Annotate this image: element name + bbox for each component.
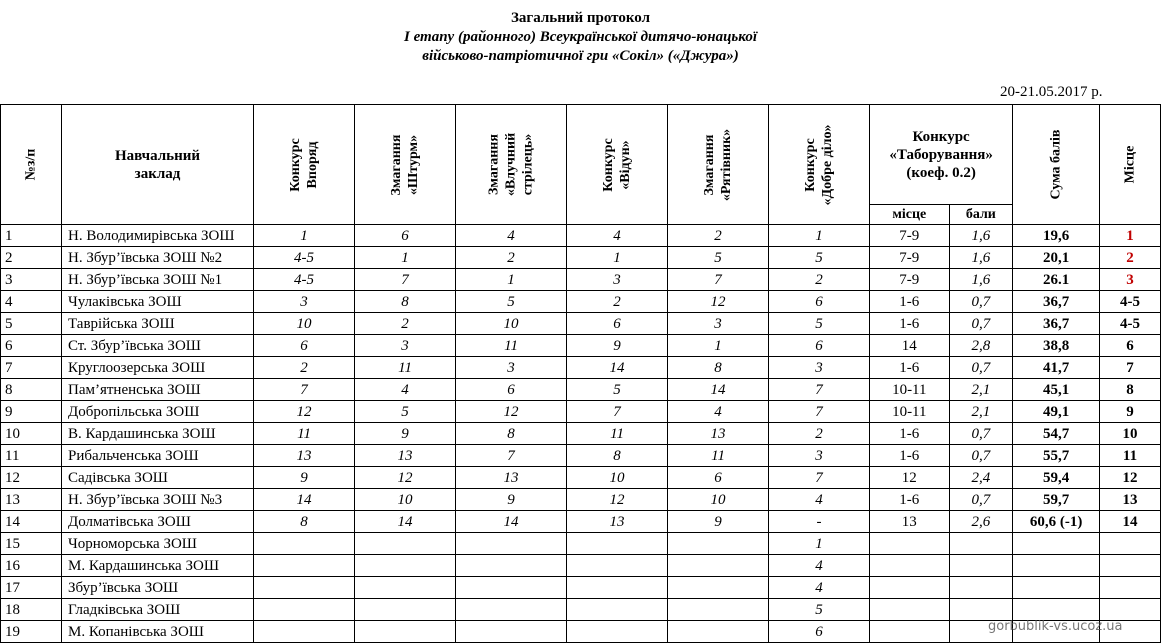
- results-table: [0, 104, 1161, 643]
- score-c2: 13: [355, 445, 456, 467]
- score-c2: 7: [355, 269, 456, 291]
- row-number: 14: [1, 511, 62, 533]
- camp-points: 2,6: [949, 511, 1013, 533]
- row-number: 12: [1, 467, 62, 489]
- school-name: Таврійська ЗОШ: [62, 313, 254, 335]
- score-c1: 12: [254, 401, 355, 423]
- final-place: 13: [1099, 489, 1160, 511]
- camp-points: [949, 555, 1013, 577]
- score-c3: [456, 577, 567, 599]
- score-c3: 1: [456, 269, 567, 291]
- score-c2: [355, 599, 456, 621]
- camp-points: 0,7: [949, 291, 1013, 313]
- score-c5: [668, 555, 769, 577]
- score-c6: 1: [769, 533, 870, 555]
- score-c1: 6: [254, 335, 355, 357]
- score-c5: 5: [668, 247, 769, 269]
- score-c1: 3: [254, 291, 355, 313]
- header-c5: Змагання «Рятівник»: [668, 105, 769, 225]
- row-number: 13: [1, 489, 62, 511]
- camp-place: [870, 621, 949, 643]
- score-c6: 1: [769, 225, 870, 247]
- row-number: 7: [1, 357, 62, 379]
- score-c5: 9: [668, 511, 769, 533]
- total-sum: 55,7: [1013, 445, 1100, 467]
- school-name: Чорноморська ЗОШ: [62, 533, 254, 555]
- score-c6: 4: [769, 555, 870, 577]
- score-c3: [456, 599, 567, 621]
- score-c6: 2: [769, 423, 870, 445]
- school-name: Гладківська ЗОШ: [62, 599, 254, 621]
- school-name: Ст. Збур’ївська ЗОШ: [62, 335, 254, 357]
- row-number: 15: [1, 533, 62, 555]
- score-c5: 3: [668, 313, 769, 335]
- table-body: [1, 225, 1161, 643]
- final-place: 14: [1099, 511, 1160, 533]
- score-c4: 8: [567, 445, 668, 467]
- score-c2: [355, 533, 456, 555]
- table-row: [1, 577, 1161, 599]
- score-c4: 7: [567, 401, 668, 423]
- score-c3: 12: [456, 401, 567, 423]
- row-number: 19: [1, 621, 62, 643]
- camp-place: 7-9: [870, 269, 949, 291]
- final-place: [1099, 533, 1160, 555]
- score-c1: 14: [254, 489, 355, 511]
- school-name: Рибальченська ЗОШ: [62, 445, 254, 467]
- total-sum: 26.1: [1013, 269, 1100, 291]
- score-c5: 10: [668, 489, 769, 511]
- final-place: 6: [1099, 335, 1160, 357]
- score-c1: 13: [254, 445, 355, 467]
- score-c5: [668, 577, 769, 599]
- total-sum: 45,1: [1013, 379, 1100, 401]
- score-c4: [567, 555, 668, 577]
- score-c1: 9: [254, 467, 355, 489]
- score-c4: 10: [567, 467, 668, 489]
- camp-points: 2,4: [949, 467, 1013, 489]
- total-sum: [1013, 555, 1100, 577]
- score-c6: 4: [769, 577, 870, 599]
- total-sum: 36,7: [1013, 313, 1100, 335]
- total-sum: 36,7: [1013, 291, 1100, 313]
- camp-points: 0,7: [949, 445, 1013, 467]
- row-number: 8: [1, 379, 62, 401]
- score-c2: 10: [355, 489, 456, 511]
- camp-place: 12: [870, 467, 949, 489]
- score-c3: 2: [456, 247, 567, 269]
- score-c2: 2: [355, 313, 456, 335]
- total-sum: 41,7: [1013, 357, 1100, 379]
- score-c5: 14: [668, 379, 769, 401]
- camp-points: 1,6: [949, 247, 1013, 269]
- table-row: [1, 313, 1161, 335]
- score-c4: 14: [567, 357, 668, 379]
- score-c1: [254, 577, 355, 599]
- camp-points: 2,1: [949, 379, 1013, 401]
- final-place: 9: [1099, 401, 1160, 423]
- school-name: Збур’ївська ЗОШ: [62, 577, 254, 599]
- row-number: 16: [1, 555, 62, 577]
- row-number: 9: [1, 401, 62, 423]
- score-c2: 9: [355, 423, 456, 445]
- score-c5: 13: [668, 423, 769, 445]
- camp-place: 14: [870, 335, 949, 357]
- score-c2: [355, 577, 456, 599]
- header-c6: Конкурс «Добре діло»: [769, 105, 870, 225]
- table-row: [1, 533, 1161, 555]
- table-row: [1, 467, 1161, 489]
- camp-place: 10-11: [870, 379, 949, 401]
- score-c2: 5: [355, 401, 456, 423]
- camp-place: 1-6: [870, 423, 949, 445]
- camp-points: 1,6: [949, 269, 1013, 291]
- score-c1: 4-5: [254, 269, 355, 291]
- school-name: Н. Збур’ївська ЗОШ №1: [62, 269, 254, 291]
- score-c4: [567, 599, 668, 621]
- total-sum: [1013, 533, 1100, 555]
- protocol-date: 20-21.05.2017 р.: [1000, 84, 1103, 100]
- school-name: Добропільська ЗОШ: [62, 401, 254, 423]
- score-c6: 4: [769, 489, 870, 511]
- camp-points: [949, 533, 1013, 555]
- score-c1: 8: [254, 511, 355, 533]
- score-c4: 9: [567, 335, 668, 357]
- score-c6: 6: [769, 335, 870, 357]
- score-c2: 3: [355, 335, 456, 357]
- score-c3: 3: [456, 357, 567, 379]
- camp-place: 7-9: [870, 247, 949, 269]
- protocol-title: Загальний протокол: [510, 10, 650, 26]
- camp-points: [949, 599, 1013, 621]
- table-row: [1, 357, 1161, 379]
- score-c4: 2: [567, 291, 668, 313]
- score-c3: [456, 533, 567, 555]
- table-row: [1, 269, 1161, 291]
- camp-place: [870, 533, 949, 555]
- score-c3: 4: [456, 225, 567, 247]
- school-name: Н. Збур’ївська ЗОШ №3: [62, 489, 254, 511]
- score-c6: 7: [769, 401, 870, 423]
- camp-place: [870, 555, 949, 577]
- score-c4: 5: [567, 379, 668, 401]
- total-sum: 38,8: [1013, 335, 1100, 357]
- score-c5: 1: [668, 335, 769, 357]
- score-c4: 13: [567, 511, 668, 533]
- row-number: 5: [1, 313, 62, 335]
- final-place: 1: [1099, 225, 1160, 247]
- protocol-subtitle-1: І етапу (районного) Всеукраїнської дитячо-юнацької: [404, 29, 757, 45]
- header-c1: Конкурс Впоряд: [254, 105, 355, 225]
- score-c3: 8: [456, 423, 567, 445]
- score-c1: [254, 599, 355, 621]
- header-c4: Конкурс «Відун»: [567, 105, 668, 225]
- score-c1: [254, 555, 355, 577]
- table-row: [1, 555, 1161, 577]
- row-number: 3: [1, 269, 62, 291]
- camp-place: [870, 577, 949, 599]
- score-c6: 5: [769, 313, 870, 335]
- score-c6: 3: [769, 445, 870, 467]
- score-c3: [456, 555, 567, 577]
- score-c5: 4: [668, 401, 769, 423]
- table-row: [1, 423, 1161, 445]
- score-c1: 1: [254, 225, 355, 247]
- final-place: 3: [1099, 269, 1160, 291]
- score-c4: [567, 533, 668, 555]
- score-c2: 6: [355, 225, 456, 247]
- table-row: [1, 489, 1161, 511]
- score-c2: 14: [355, 511, 456, 533]
- camp-place: 7-9: [870, 225, 949, 247]
- table-row: [1, 445, 1161, 467]
- score-c4: 12: [567, 489, 668, 511]
- row-number: 1: [1, 225, 62, 247]
- row-number: 17: [1, 577, 62, 599]
- school-name: Садівська ЗОШ: [62, 467, 254, 489]
- score-c6: 6: [769, 291, 870, 313]
- score-c5: 7: [668, 269, 769, 291]
- score-c6: 6: [769, 621, 870, 643]
- score-c5: [668, 533, 769, 555]
- header-sum: Сума балів: [1013, 105, 1100, 225]
- row-number: 10: [1, 423, 62, 445]
- camp-place: 1-6: [870, 445, 949, 467]
- score-c6: 5: [769, 247, 870, 269]
- row-number: 2: [1, 247, 62, 269]
- score-c5: 6: [668, 467, 769, 489]
- score-c1: [254, 621, 355, 643]
- score-c2: [355, 621, 456, 643]
- score-c4: 1: [567, 247, 668, 269]
- total-sum: 59,7: [1013, 489, 1100, 511]
- school-name: Чулаківська ЗОШ: [62, 291, 254, 313]
- score-c1: 10: [254, 313, 355, 335]
- header-c3: Змагання «Влучний стрілець»: [456, 105, 567, 225]
- score-c3: 5: [456, 291, 567, 313]
- header-c2: Змагання «Штурм»: [355, 105, 456, 225]
- camp-place: 1-6: [870, 291, 949, 313]
- camp-place: 1-6: [870, 489, 949, 511]
- score-c1: 4-5: [254, 247, 355, 269]
- row-number: 4: [1, 291, 62, 313]
- score-c6: 2: [769, 269, 870, 291]
- final-place: 7: [1099, 357, 1160, 379]
- camp-place: 1-6: [870, 313, 949, 335]
- total-sum: 19,6: [1013, 225, 1100, 247]
- total-sum: [1013, 599, 1100, 621]
- table-row: [1, 225, 1161, 247]
- table-row: [1, 599, 1161, 621]
- score-c4: 6: [567, 313, 668, 335]
- score-c6: 5: [769, 599, 870, 621]
- header-camp-place: місце: [870, 205, 949, 225]
- score-c2: [355, 555, 456, 577]
- score-c1: 7: [254, 379, 355, 401]
- table-row: [1, 247, 1161, 269]
- row-number: 11: [1, 445, 62, 467]
- table-header-row: [1, 105, 1161, 205]
- score-c3: [456, 621, 567, 643]
- score-c6: 7: [769, 467, 870, 489]
- total-sum: 49,1: [1013, 401, 1100, 423]
- camp-points: 1,6: [949, 225, 1013, 247]
- table-row: [1, 291, 1161, 313]
- score-c6: 7: [769, 379, 870, 401]
- score-c5: 11: [668, 445, 769, 467]
- final-place: 11: [1099, 445, 1160, 467]
- camp-points: 0,7: [949, 489, 1013, 511]
- school-name: Пам’ятненська ЗОШ: [62, 379, 254, 401]
- camp-points: 2,1: [949, 401, 1013, 423]
- score-c6: 3: [769, 357, 870, 379]
- final-place: 4-5: [1099, 291, 1160, 313]
- score-c3: 14: [456, 511, 567, 533]
- score-c4: 3: [567, 269, 668, 291]
- total-sum: 60,6 (-1): [1013, 511, 1100, 533]
- table-row: [1, 335, 1161, 357]
- school-name: Круглоозерська ЗОШ: [62, 357, 254, 379]
- final-place: 2: [1099, 247, 1160, 269]
- score-c4: [567, 621, 668, 643]
- camp-points: 0,7: [949, 357, 1013, 379]
- score-c5: 8: [668, 357, 769, 379]
- score-c6: -: [769, 511, 870, 533]
- protocol-subtitle-2: військово-патріотичної гри «Сокіл» («Джура»): [422, 48, 739, 64]
- camp-place: 1-6: [870, 357, 949, 379]
- final-place: 4-5: [1099, 313, 1160, 335]
- score-c5: [668, 621, 769, 643]
- total-sum: 20,1: [1013, 247, 1100, 269]
- score-c3: 6: [456, 379, 567, 401]
- header-camp-points: бали: [949, 205, 1013, 225]
- total-sum: 54,7: [1013, 423, 1100, 445]
- score-c2: 8: [355, 291, 456, 313]
- school-name: В. Кардашинська ЗОШ: [62, 423, 254, 445]
- row-number: 6: [1, 335, 62, 357]
- final-place: [1099, 555, 1160, 577]
- school-name: М. Кардашинська ЗОШ: [62, 555, 254, 577]
- school-name: М. Копанівська ЗОШ: [62, 621, 254, 643]
- camp-points: 2,8: [949, 335, 1013, 357]
- table-row: [1, 511, 1161, 533]
- camp-place: 13: [870, 511, 949, 533]
- camp-points: [949, 577, 1013, 599]
- header-camp: Конкурс «Таборування» (коеф. 0.2): [870, 105, 1013, 205]
- school-name: Н. Збур’ївська ЗОШ №2: [62, 247, 254, 269]
- table-row: [1, 401, 1161, 423]
- score-c5: 2: [668, 225, 769, 247]
- header-num: №з/п: [1, 105, 62, 225]
- camp-place: [870, 599, 949, 621]
- final-place: 10: [1099, 423, 1160, 445]
- score-c3: 13: [456, 467, 567, 489]
- watermark: gorbublik-vs.ucoz.ua: [988, 619, 1123, 634]
- score-c3: 9: [456, 489, 567, 511]
- final-place: [1099, 577, 1160, 599]
- final-place: [1099, 599, 1160, 621]
- score-c2: 11: [355, 357, 456, 379]
- score-c1: 11: [254, 423, 355, 445]
- score-c4: [567, 577, 668, 599]
- score-c3: 10: [456, 313, 567, 335]
- camp-points: 0,7: [949, 313, 1013, 335]
- header-school: Навчальний заклад: [62, 105, 254, 225]
- final-place: 8: [1099, 379, 1160, 401]
- school-name: Долматівська ЗОШ: [62, 511, 254, 533]
- score-c3: 11: [456, 335, 567, 357]
- score-c3: 7: [456, 445, 567, 467]
- score-c4: 4: [567, 225, 668, 247]
- score-c2: 4: [355, 379, 456, 401]
- table-row: [1, 621, 1161, 643]
- score-c2: 12: [355, 467, 456, 489]
- score-c5: [668, 599, 769, 621]
- score-c1: 2: [254, 357, 355, 379]
- header-place: Місце: [1099, 105, 1160, 225]
- score-c5: 12: [668, 291, 769, 313]
- total-sum: 59,4: [1013, 467, 1100, 489]
- table-row: [1, 379, 1161, 401]
- total-sum: [1013, 577, 1100, 599]
- camp-place: 10-11: [870, 401, 949, 423]
- final-place: 12: [1099, 467, 1160, 489]
- row-number: 18: [1, 599, 62, 621]
- score-c2: 1: [355, 247, 456, 269]
- score-c4: 11: [567, 423, 668, 445]
- score-c1: [254, 533, 355, 555]
- school-name: Н. Володимирівська ЗОШ: [62, 225, 254, 247]
- camp-points: 0,7: [949, 423, 1013, 445]
